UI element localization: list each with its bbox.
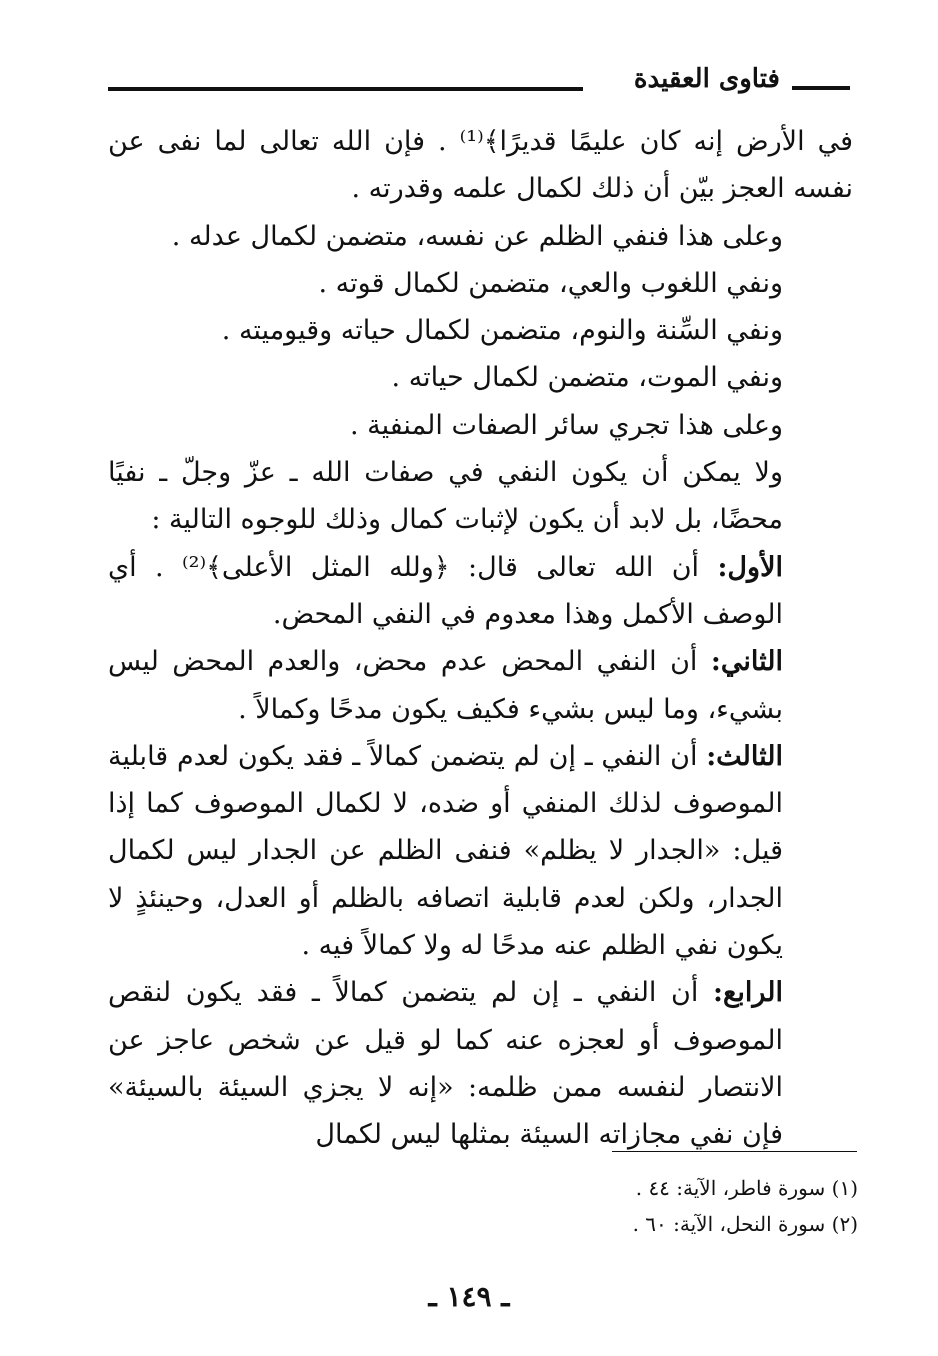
paragraph-text: أن الله تعالى قال: ﴿ولله المثل الأعلى﴾⁽²⁾ . أي الوصف الأكمل وهذا معدوم في النفي المحض. [108, 551, 783, 630]
paragraph-lead: الأول: [717, 551, 783, 583]
paragraph-text: وعلى هذا فنفي الظلم عن نفسه، متضمن لكمال عدله . [171, 220, 783, 252]
footnotes [500, 1170, 858, 1242]
paragraph-text: أن النفي ـ إن لم يتضمن كمالاً ـ فقد يكون لعدم قابلية الموصوف لذلك المنفي أو ضده، لا لكمال الموصوف كما إذا قيل: «الجدار لا يظلم» فنفى الظلم عن الجدار ليس لكمال الجدار، ولكن لعدم قابلية اتصافه بالظلم أو العدل، وحينئذٍ لا يكون نفي الظلم عنه مدحًا له ولا كمالاً فيه . [108, 740, 783, 962]
paragraph-text: ونفي السِّنة والنوم، متضمن لكمال حياته وقيوميته . [221, 315, 783, 347]
paragraph-6 [108, 402, 853, 449]
paragraph-5 [108, 354, 853, 401]
paragraph-text: في الأرض إنه كان عليمًا قديرًا﴾⁽¹⁾ . فإن الله تعالى لما نفى عن نفسه العجز بيّن أن ذلك لكمال علمه وقدرته . [108, 126, 853, 205]
running-header [108, 62, 850, 102]
paragraph-1 [108, 118, 853, 213]
footnote-2: (٢) سورة النحل، الآية: ٦٠ . [632, 1212, 858, 1236]
header-rule [108, 87, 583, 91]
footnote-1: (١) سورة فاطر، الآية: ٤٤ . [635, 1176, 858, 1200]
paragraph-lead: الرابع: [713, 977, 783, 1009]
paragraph-text: أن النفي المحض عدم محض، والعدم المحض ليس بشيء، وما ليس بشيء فكيف يكون مدحًا وكمالاً . [108, 646, 783, 725]
paragraph-4 [108, 307, 853, 354]
paragraph-text: وعلى هذا تجري سائر الصفات المنفية . [349, 409, 783, 441]
paragraph-text: أن النفي ـ إن لم يتضمن كمالاً ـ فقد يكون لنقص الموصوف أو لعجزه عنه كما لو قيل عن شخص عاجز عن الانتصار لنفسه ممن ظلمه: «إنه لا يجزي السيئة بالسيئة» فإن نفي مجازاته السيئة بمثلها ليس لكمال [108, 977, 783, 1151]
header-dash [792, 86, 850, 90]
paragraph-3 [108, 260, 853, 307]
paragraph-text: ونفي الموت، متضمن لكمال حياته . [391, 362, 783, 394]
paragraph-2 [108, 213, 853, 260]
body-text [108, 118, 853, 1159]
header-title: فتاوى العقيدة [633, 64, 780, 94]
paragraph-11 [108, 969, 853, 1158]
paragraph-9 [108, 638, 853, 733]
paragraph-8 [108, 544, 853, 639]
paragraph-7 [108, 449, 853, 544]
footnote-rule [612, 1151, 857, 1152]
paragraph-lead: الثالث: [706, 740, 783, 772]
paragraph-lead: الثاني: [710, 646, 783, 678]
paragraph-text: ولا يمكن أن يكون النفي في صفات الله ـ عزّ وجلّ ـ نفيًا محضًا، بل لابد أن يكون لإثبات كمال وذلك للوجوه التالية : [108, 457, 783, 536]
paragraph-10 [108, 733, 853, 969]
page-number: ـ ١٤٩ ـ [428, 1280, 510, 1313]
paragraph-text: ونفي اللغوب والعي، متضمن لكمال قوته . [318, 267, 783, 299]
